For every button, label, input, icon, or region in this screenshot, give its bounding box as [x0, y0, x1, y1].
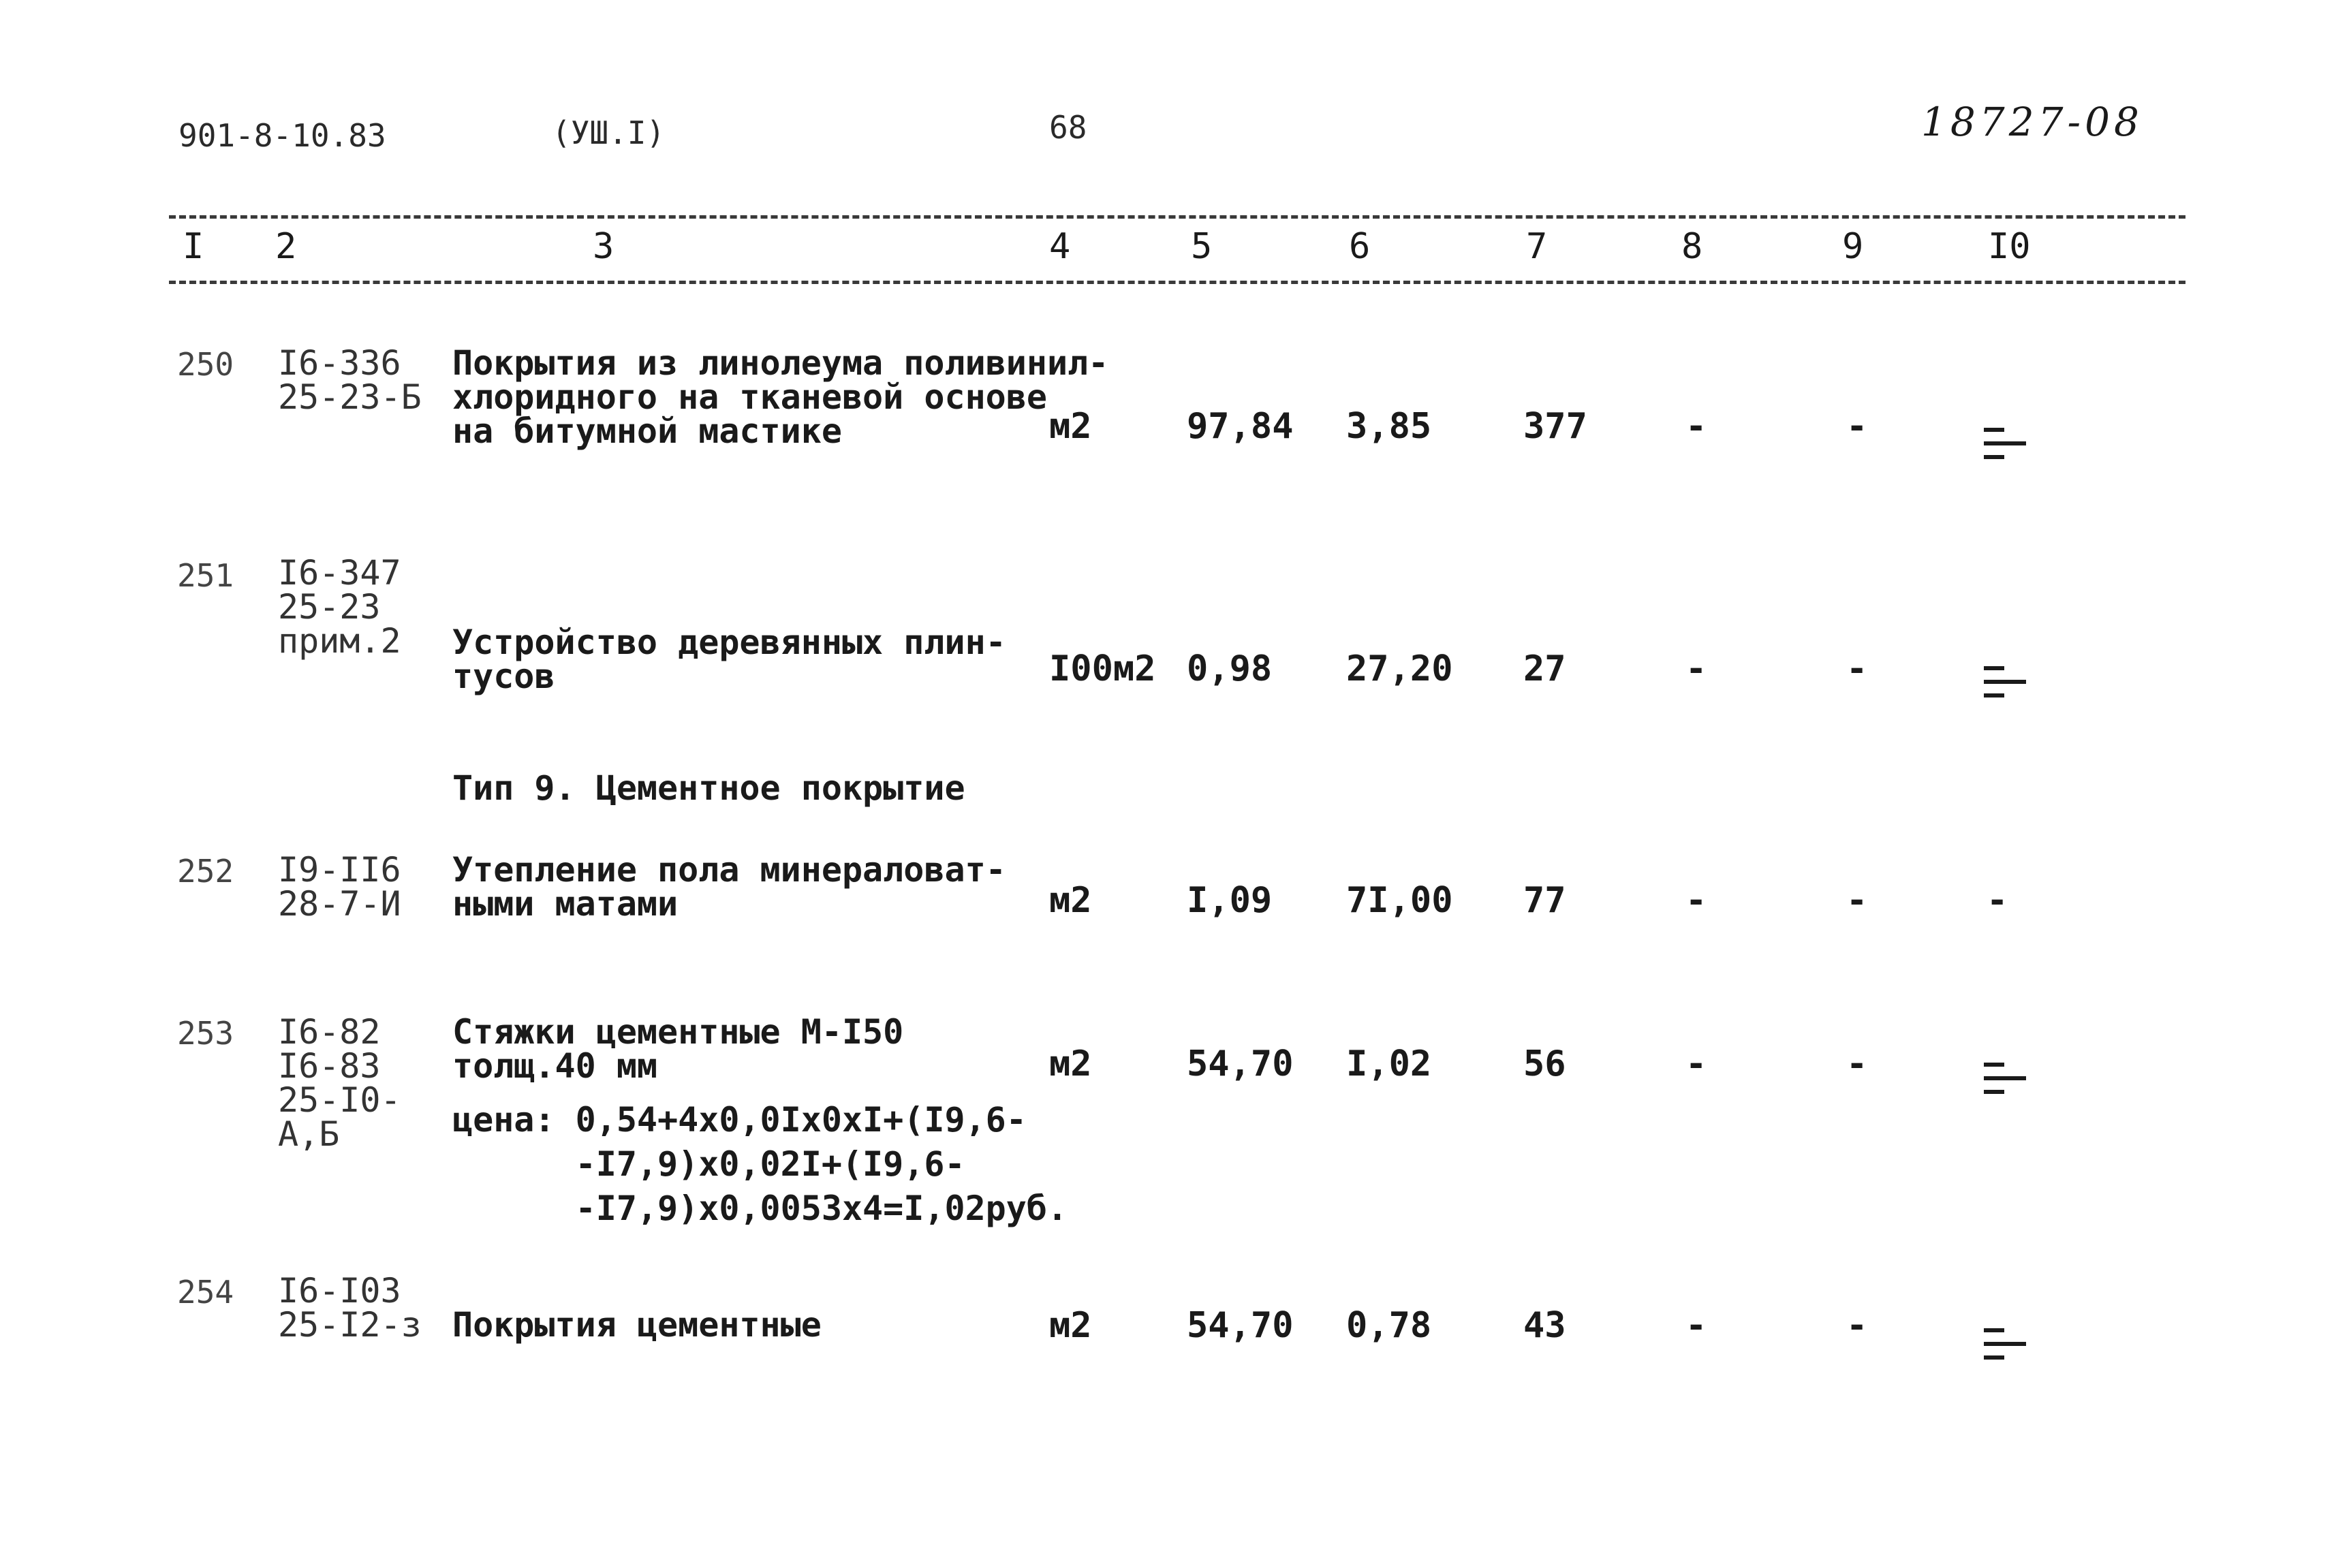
unit-price: 27,20 [1346, 648, 1453, 689]
total-cost: 43 [1523, 1305, 1566, 1346]
col-8-value: - [1685, 406, 1707, 447]
work-description: Устройство деревянных плин- тусов [452, 623, 1006, 696]
col-9-value: - [1846, 406, 1868, 447]
col-9-value: - [1846, 1305, 1868, 1346]
col-4-header: 4 [1049, 226, 1071, 267]
col-6-header: 6 [1349, 226, 1371, 267]
norm-code: I6-82 I6-83 25-I0- А,Б [278, 1012, 401, 1154]
col-9-value: - [1846, 880, 1868, 921]
row-number: 251 [177, 557, 234, 594]
total-cost: 56 [1523, 1044, 1566, 1084]
section-heading: Тип 9. Цементное покрытие [452, 768, 965, 808]
col-8-value: - [1685, 1044, 1707, 1084]
col-2-header: 2 [275, 226, 297, 267]
quantity: I,09 [1187, 880, 1273, 921]
unit: м2 [1049, 1044, 1092, 1084]
unit: м2 [1049, 1305, 1092, 1346]
col-10-marker [1984, 1063, 2026, 1098]
header-top-rule [169, 215, 2185, 219]
unit: I00м2 [1049, 648, 1156, 689]
row-number: 252 [177, 853, 234, 890]
col-9-header: 9 [1842, 226, 1864, 267]
col-9-value: - [1846, 1044, 1868, 1084]
norm-code: I6-I03 25-I2-з [278, 1271, 422, 1345]
row-number: 250 [177, 346, 234, 383]
col-10-header: I0 [1988, 226, 2031, 267]
col-10-value: - [1987, 880, 2008, 921]
unit: м2 [1049, 880, 1092, 921]
col-10-marker [1984, 428, 2026, 463]
volume-label: (УШ.I) [552, 114, 666, 151]
unit-price: 0,78 [1346, 1305, 1432, 1346]
work-description: Утепление пола минераловат- ными матами [452, 850, 1006, 924]
document-code: 901-8-10.83 [178, 117, 386, 154]
total-cost: 27 [1523, 648, 1566, 689]
unit-price: 7I,00 [1346, 880, 1453, 921]
col-5-header: 5 [1191, 226, 1213, 267]
quantity: 97,84 [1187, 406, 1294, 447]
col-7-header: 7 [1526, 226, 1548, 267]
unit: м2 [1049, 406, 1092, 447]
work-description: Покрытия из линолеума поливинил- хлоридного на тканевой основе на битумной мастике [452, 343, 1109, 451]
col-8-value: - [1685, 648, 1707, 689]
header-bottom-rule [169, 281, 2185, 284]
col-10-marker [1984, 666, 2026, 702]
row-number: 254 [177, 1274, 234, 1311]
price-calculation-note: цена: 0,54+4х0,0Iх0хI+(I9,6- -I7,9)х0,02I+(I9,6- -I7,9)х0,0053х4=I,02руб. [452, 1100, 1068, 1228]
col-3-header: 3 [593, 226, 614, 267]
col-10-marker [1984, 1328, 2026, 1364]
col-8-header: 8 [1681, 226, 1703, 267]
unit-price: I,02 [1346, 1044, 1432, 1084]
norm-code: I6-336 25-23-Б [278, 343, 422, 417]
work-description: Стяжки цементные М-I50 толщ.40 мм [452, 1012, 904, 1086]
col-1-header: I [183, 226, 204, 267]
col-9-value: - [1846, 648, 1868, 689]
quantity: 54,70 [1187, 1305, 1294, 1346]
col-8-value: - [1685, 1305, 1707, 1346]
quantity: 54,70 [1187, 1044, 1294, 1084]
work-description: Покрытия цементные [452, 1305, 822, 1345]
norm-code: I9-II6 28-7-И [278, 850, 401, 924]
unit-price: 3,85 [1346, 406, 1432, 447]
quantity: 0,98 [1187, 648, 1273, 689]
col-8-value: - [1685, 880, 1707, 921]
page-number: 68 [1049, 109, 1087, 146]
total-cost: 77 [1523, 880, 1566, 921]
norm-code: I6-347 25-23 прим.2 [278, 553, 401, 661]
total-cost: 377 [1523, 406, 1587, 447]
row-number: 253 [177, 1015, 234, 1052]
archive-number: 18727-08 [1921, 99, 2143, 145]
